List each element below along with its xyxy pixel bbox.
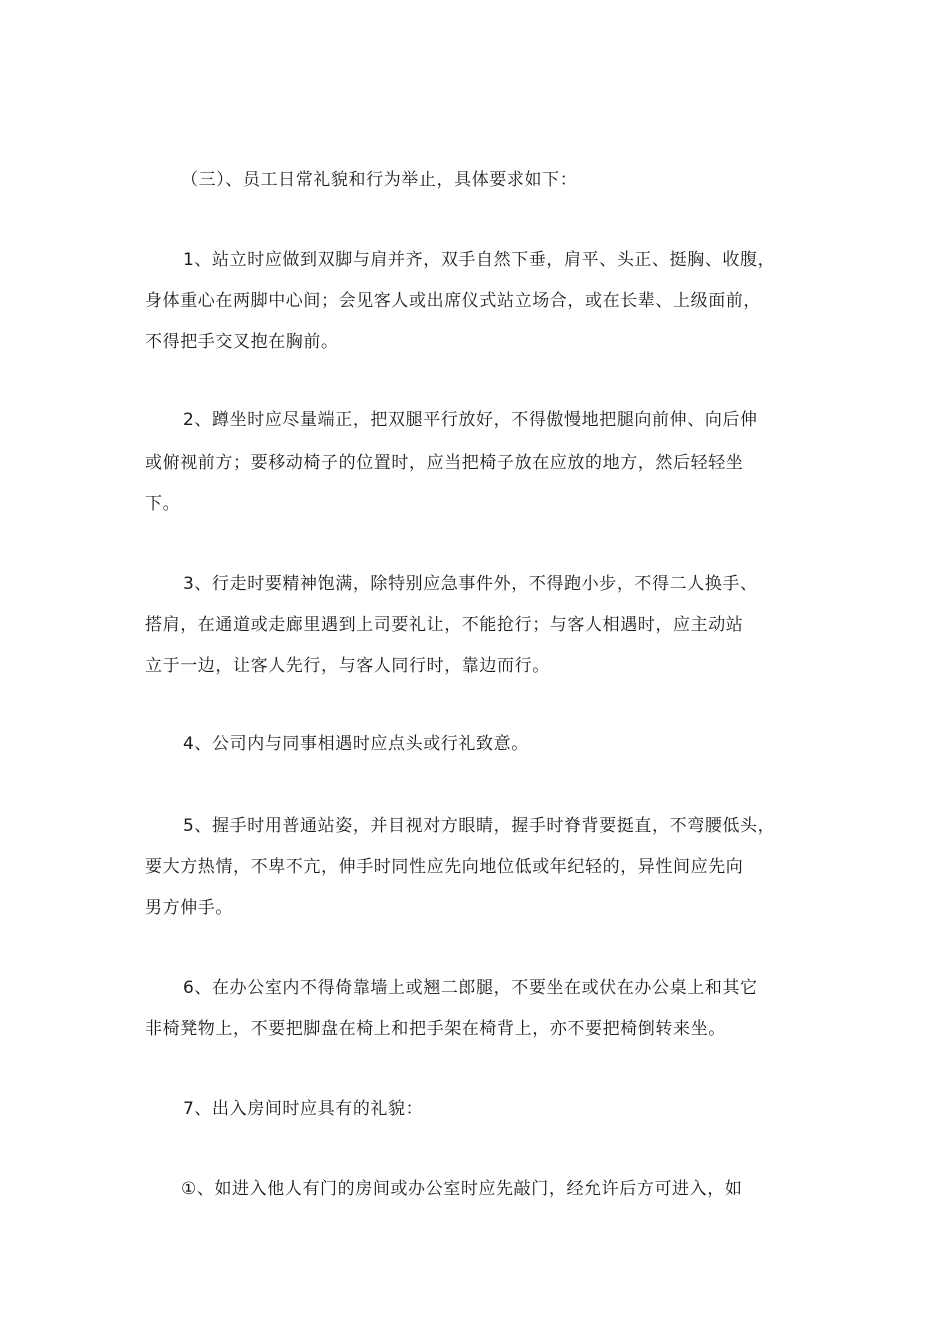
item-3-line-2: 搭肩，在通道或走廊里遇到上司要礼让，不能抢行；与客人相遇时，应主动站 xyxy=(145,615,744,635)
item-3-line-3: 立于一边，让客人先行，与客人同行时，靠边而行。 xyxy=(145,656,550,676)
item-3-line-1: 3、行走时要精神饱满，除特别应急事件外，不得跑小步，不得二人换手、 xyxy=(183,574,758,594)
item-1-line-1: 1、站立时应做到双脚与肩并齐，双手自然下垂，肩平、头正、挺胸、收腹， xyxy=(183,250,776,270)
item-4-line-1: 4、公司内与同事相遇时应点头或行礼致意。 xyxy=(183,734,529,754)
item-5-line-2: 要大方热情，不卑不亢，伸手时同性应先向地位低或年纪轻的，异性间应先向 xyxy=(145,857,744,877)
subitem-1-line-1: ①、如进入他人有门的房间或办公室时应先敲门，经允许后方可进入，如 xyxy=(181,1179,743,1199)
item-2-line-1: 2、蹲坐时应尽量端正，把双腿平行放好，不得傲慢地把腿向前伸、向后伸 xyxy=(183,410,758,430)
item-1-line-3: 不得把手交叉抱在胸前。 xyxy=(145,332,339,352)
item-6-line-2: 非椅凳物上，不要把脚盘在椅上和把手架在椅背上，亦不要把椅倒转来坐。 xyxy=(145,1019,726,1039)
item-7-line-1: 7、出入房间时应具有的礼貌： xyxy=(183,1099,424,1119)
section-heading: （三）、员工日常礼貌和行为举止，具体要求如下： xyxy=(181,170,578,190)
item-5-line-1: 5、握手时用普通站姿，并目视对方眼睛，握手时脊背要挺直，不弯腰低头， xyxy=(183,816,776,836)
item-2-line-2: 或俯视前方；要移动椅子的位置时，应当把椅子放在应放的地方，然后轻轻坐 xyxy=(145,453,744,473)
item-1-line-2: 身体重心在两脚中心间；会见客人或出席仪式站立场合，或在长辈、上级面前， xyxy=(145,291,761,311)
item-5-line-3: 男方伸手。 xyxy=(145,898,233,918)
item-6-line-1: 6、在办公室内不得倚靠墙上或翘二郎腿，不要坐在或伏在办公桌上和其它 xyxy=(183,978,758,998)
item-2-line-3: 下。 xyxy=(145,494,181,514)
